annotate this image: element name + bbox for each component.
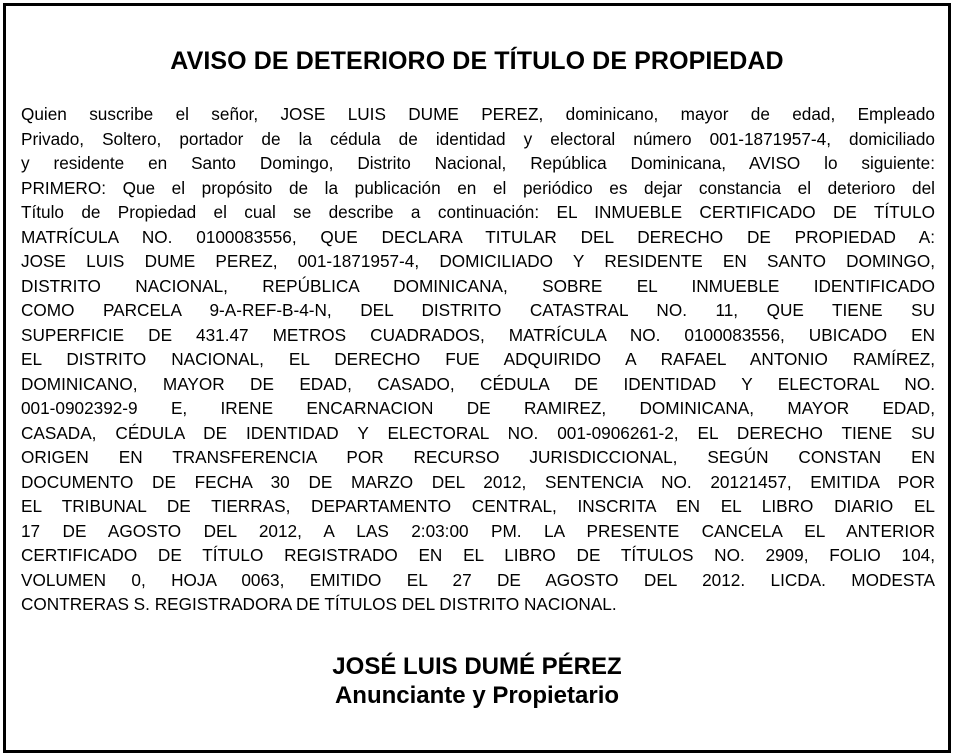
body-line: 17 DE AGOSTO DEL 2012, A LAS 2:03:00 PM. LA PRESENTE CANCELA EL ANTERIOR — [21, 520, 935, 541]
body-line: DOMINICANO, MAYOR DE EDAD, CASADO, CÉDULA DE IDENTIDAD Y ELECTORAL NO. — [21, 373, 935, 394]
body-line: COMO PARCELA 9-A-REF-B-4-N, DEL DISTRITO CATASTRAL NO. 11, QUE TIENE SU — [21, 300, 935, 320]
body-line: MATRÍCULA NO. 0100083556, QUE DECLARA TITULAR DEL DERECHO DE PROPIEDAD A: — [21, 226, 935, 247]
body-line: JOSE LUIS DUME PEREZ, 001-1871957-4, DOMICILIADO Y RESIDENTE EN SANTO DOMINGO, — [21, 251, 935, 271]
body-line: Título de Propiedad el cual se describe a continuación: EL INMUEBLE CERTIFICADO DE TÍTULO — [21, 202, 935, 222]
body-line: DISTRITO NACIONAL, REPÚBLICA DOMINICANA, SOBRE EL INMUEBLE IDENTIFICADO — [21, 275, 935, 296]
body-line: EL TRIBUNAL DE TIERRAS, DEPARTAMENTO CENTRAL, INSCRITA EN EL LIBRO DIARIO EL — [21, 496, 935, 516]
notice-body — [21, 102, 935, 617]
notice-box — [3, 3, 951, 753]
body-line: PRIMERO: Que el propósito de la publicación en el periódico es dejar constancia el deterioro del — [21, 177, 935, 198]
body-line: Privado, Soltero, portador de la cédula de identidad y electoral número 001-1871957-4, domiciliado — [21, 128, 935, 149]
body-line: VOLUMEN 0, HOJA 0063, EMITIDO EL 27 DE AGOSTO DEL 2012. LICDA. MODESTA — [21, 569, 935, 590]
body-line: EL DISTRITO NACIONAL, EL DERECHO FUE ADQUIRIDO A RAFAEL ANTONIO RAMÍREZ, — [21, 349, 935, 369]
body-line: y residente en Santo Domingo, Distrito Nacional, República Dominicana, AVISO lo siguiente: — [21, 153, 935, 173]
body-line: CERTIFICADO DE TÍTULO REGISTRADO EN EL LIBRO DE TÍTULOS NO. 2909, FOLIO 104, — [21, 545, 935, 565]
body-line: CASADA, CÉDULA DE IDENTIDAD Y ELECTORAL NO. 001-0906261-2, EL DERECHO TIENE SU — [21, 422, 935, 443]
body-line: DOCUMENTO DE FECHA 30 DE MARZO DEL 2012, SENTENCIA NO. 20121457, EMITIDA POR — [21, 471, 935, 492]
body-line: Quien suscribe el señor, JOSE LUIS DUME PEREZ, dominicano, mayor de edad, Empleado — [21, 104, 935, 124]
notice-title: AVISO DE DETERIORO DE TÍTULO DE PROPIEDAD — [170, 47, 784, 75]
body-line: 001-0902392-9 E, IRENE ENCARNACION DE RAMIREZ, DOMINICANA, MAYOR EDAD, — [21, 398, 935, 418]
body-line: CONTRERAS S. REGISTRADORA DE TÍTULOS DEL DISTRITO NACIONAL. — [21, 594, 617, 614]
signature-name: JOSÉ LUIS DUMÉ PÉREZ — [332, 653, 622, 680]
body-line: SUPERFICIE DE 431.47 METROS CUADRADOS, MATRÍCULA NO. 0100083556, UBICADO EN — [21, 324, 935, 345]
signature-role: Anunciante y Propietario — [334, 682, 620, 709]
body-line: ORIGEN EN TRANSFERENCIA POR RECURSO JURISDICCIONAL, SEGÚN CONSTAN EN — [21, 447, 935, 467]
